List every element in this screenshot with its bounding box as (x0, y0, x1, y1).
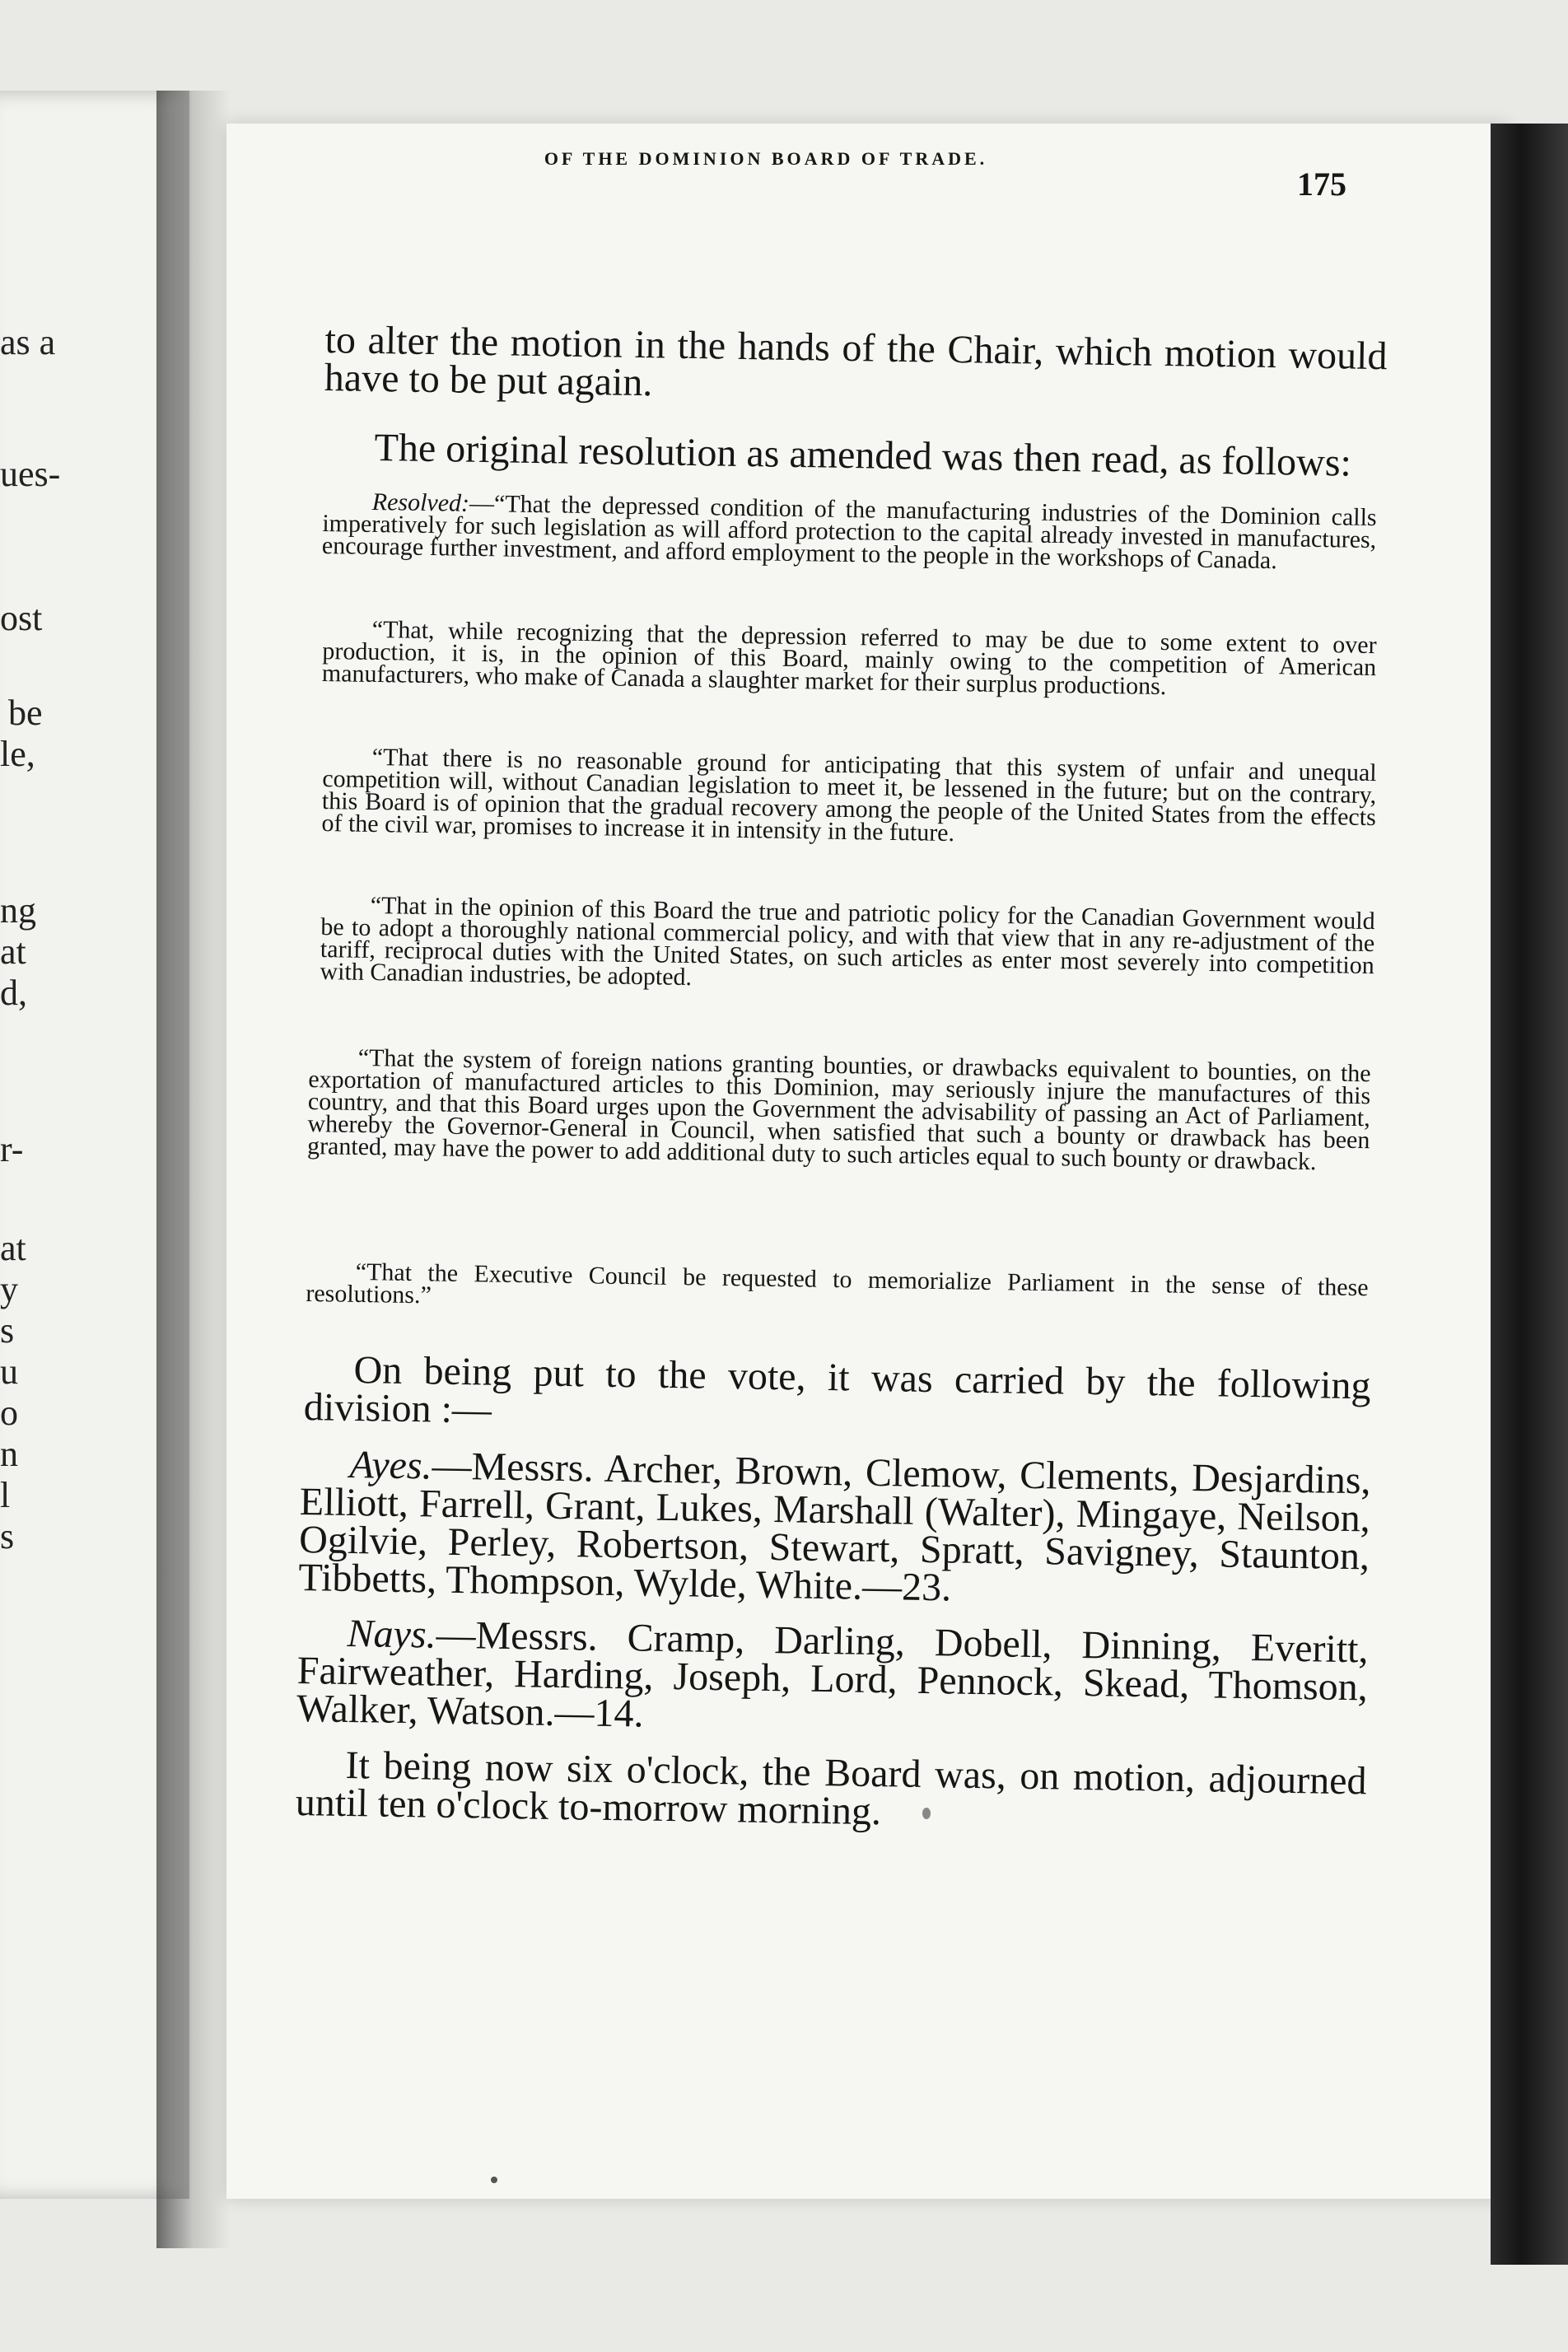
resolution-text: —“That the depressed condition of the manufacturing industries of the Dominion calls imperatively for such legislation as will afford protection to the capital already invested in manufactures, encourage further investment, and afford employment to the people in the workshops of Canada. (321, 489, 1377, 575)
facing-page-fragment: l (0, 1475, 11, 1515)
ink-blot (922, 1808, 931, 1819)
nays-label: Nays. (347, 1611, 437, 1657)
resolution-paragraph: “That the Executive Council be requested to memorialize Parliament in the sense of these resolutions.” (306, 1258, 1369, 1309)
nays-text: —Messrs. Cramp, Darling, Dobell, Dinning, Everitt, Fairweather, Harding, Joseph, Lord, Pennock, Skead, Thomson, Walker, Watson.—14. (296, 1612, 1369, 1736)
facing-page-fragment: ost (0, 598, 43, 638)
resolved-label: Resolved: (371, 488, 470, 517)
page-edge (1491, 124, 1568, 2265)
facing-page-fragment: s (0, 1310, 15, 1351)
book-gutter-shadow (156, 91, 231, 2248)
facing-page-fragment: n (0, 1434, 18, 1474)
nays-paragraph (296, 1611, 1369, 1744)
facing-page-fragment: ues- (0, 454, 61, 494)
running-head: OF THE DOMINION BOARD OF TRADE. (544, 148, 988, 169)
resolution-paragraph: “That in the opinion of this Board the true and patriotic policy for the Canadian Government would be to adopt a thoroughly national commercial policy, and with that view that in any re-adjustment of the tariff, reciprocal duties with the United States, on such articles as enter most severely into competition with Canadian industries, be adopted. (320, 891, 1375, 992)
facing-page-fragment: o (0, 1393, 18, 1433)
continuation-paragraph: to alter the motion in the hands of the Chair, which motion would have to be put again. (324, 318, 1388, 405)
facing-page-fragment: s (0, 1516, 15, 1556)
resolution-paragraph: “That the system of foreign nations granting bounties, or drawbacks equivalent to bounties, on the exportation of manufactured articles to this Dominion, may seriously injure the manufactures of this country, and that this Board urges upon the Government the advisability of passing an Act of Parliament, whereby the Governor-General in Council, when satisfied that such a bounty or drawback has been granted, may have the power to add additional duty to such articles equal to such bounty or drawback. (306, 1043, 1371, 1176)
facing-page-fragment: be (8, 693, 43, 733)
facing-page-fragment: d, (0, 973, 27, 1013)
resolution-paragraph (322, 490, 1377, 573)
facing-page-fragment: y (0, 1269, 18, 1309)
resolution-paragraph: “That, while recognizing that the depression referred to may be due to some extent to over production, it is, in the opinion of this Board, mainly owing to the competition of American manufacturers, who make of Canada a slaughter market for their surplus productions. (321, 615, 1377, 701)
facing-page-fragment: at (0, 931, 26, 972)
closing-paragraph: It being now six o'clock, the Board was, on motion, adjourned until ten o'clock to-morrow morning. (295, 1743, 1367, 1834)
ink-blot (491, 2177, 497, 2183)
facing-page-fragment: as a (0, 322, 56, 362)
facing-page-fragment: le, (0, 734, 35, 774)
ayes-text: —Messrs. Archer, Brown, Clemow, Clements, Desjardins, Elliott, Farrell, Grant, Lukes, Marshall (Walter), Mingaye, Neilson, Ogilvie, Perley, Robertson, Stewart, Spratt, Savigney, Staunton, Tibbetts, Thompson, Wylde, White.—23. (298, 1444, 1371, 1610)
vote-intro-paragraph: On being put to the vote, it was carried by the following division :— (303, 1347, 1371, 1432)
ayes-paragraph (298, 1442, 1371, 1613)
facing-page-fragment: r- (0, 1129, 24, 1169)
facing-page-fragment: ng (0, 890, 36, 931)
facing-page-fragment: at (0, 1228, 26, 1268)
facing-page-fragment: u (0, 1351, 18, 1392)
page-number: 175 (1297, 166, 1346, 203)
resolution-paragraph: “That there is no reasonable ground for anticipating that this system of unfair and unequal competition will, without Canadian legislation to meet it, be lessened in the future; but on the contrary, this Board is of opinion that the gradual recovery among the people of the United States from the effects of the civil war, promises to increase it in intensity in the future. (321, 743, 1377, 847)
ayes-label: Ayes. (349, 1442, 433, 1488)
intro-paragraph: The original resolution as amended was then read, as follows: (374, 425, 1352, 485)
